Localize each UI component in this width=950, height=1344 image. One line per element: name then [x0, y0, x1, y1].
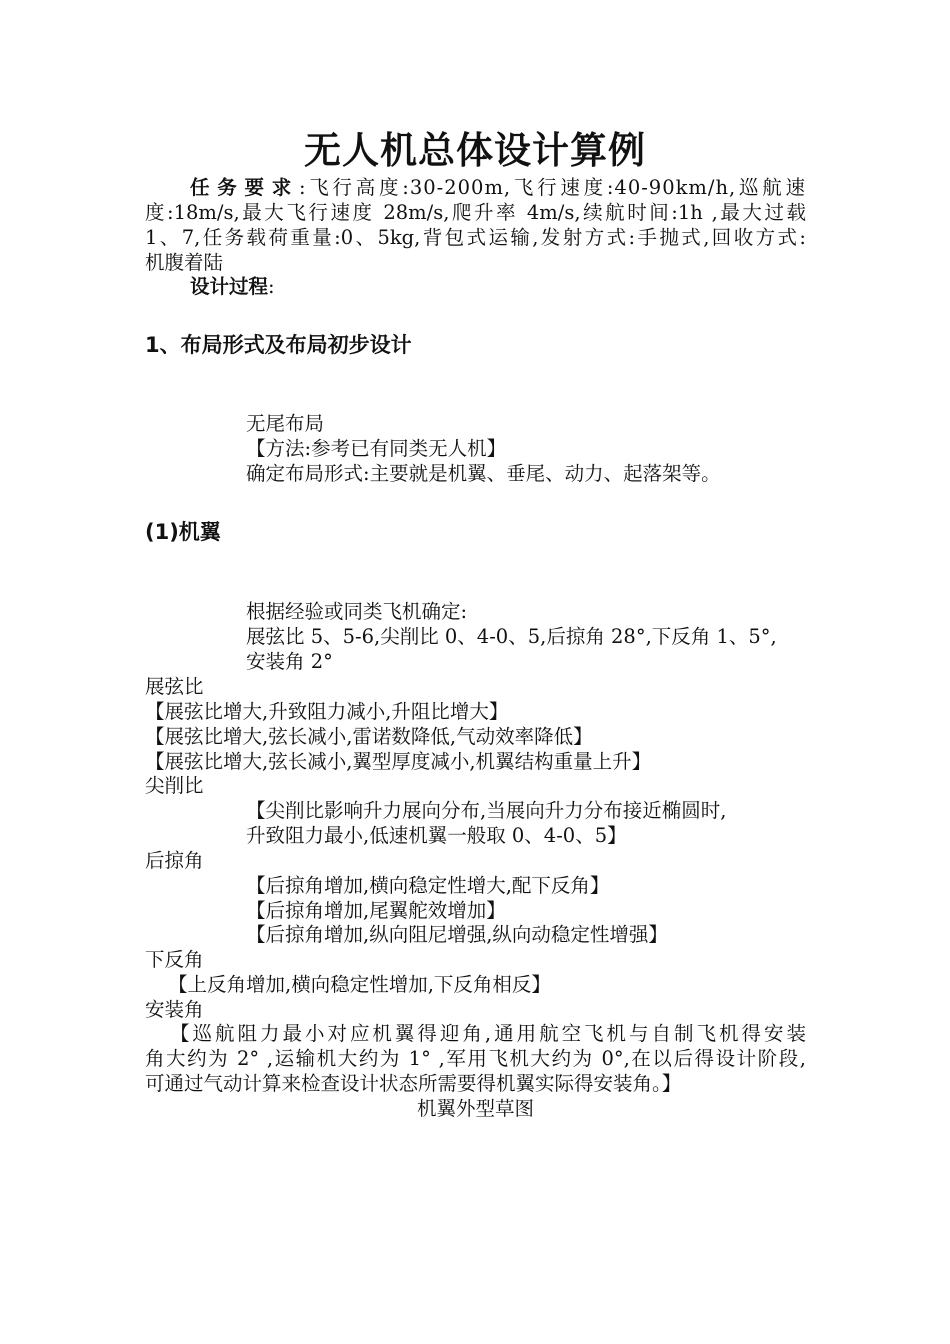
incidence-note-2: 角大约为 2° ,运输机大约为 1° ,军用飞机大约为 0°,在以后得设计阶段,: [145, 1047, 806, 1070]
incidence-label: 安装角: [145, 998, 204, 1021]
process-line: [190, 274, 275, 299]
taper-ratio-label: 尖削比: [145, 774, 204, 797]
layout-line-3: 确定布局形式:主要就是机翼、垂尾、动力、起落架等。: [246, 462, 721, 485]
wing-intro-1: 根据经验或同类飞机确定:: [246, 600, 468, 623]
task-line-1: [190, 175, 806, 200]
task-label: 任务要求: [190, 176, 299, 199]
task-line-3: 1、7,任务载荷重量:0、5kg,背包式运输,发射方式:手抛式,回收方式:: [145, 226, 806, 249]
process-colon: :: [268, 275, 275, 298]
task-line-2: 度:18m/s,最大飞行速度 28m/s,爬升率 4m/s,续航时间:1h ,最大过载: [145, 201, 806, 224]
layout-line-2: 【方法:参考已有同类无人机】: [246, 437, 507, 460]
page-title: 无人机总体设计算例: [304, 129, 646, 172]
aspect-ratio-note-3: 【展弦比增大,弦长减小,翼型厚度减小,机翼结构重量上升】: [145, 750, 652, 773]
process-label: 设计过程: [190, 275, 269, 298]
aspect-ratio-note-1: 【展弦比增大,升致阻力减小,升阻比增大】: [145, 700, 509, 723]
task-text-1: :飞行高度:30-200m,飞行速度:40-90km/h,巡航速: [298, 176, 806, 199]
sweep-angle-note-3: 【后掠角增加,纵向阻尼增强,纵向动稳定性增强】: [246, 923, 668, 946]
task-line-4: 机腹着陆: [145, 251, 224, 274]
incidence-note-1: 【巡航阻力最小对应机翼得迎角,通用航空飞机与自制飞机得安装: [170, 1022, 806, 1045]
wing-intro-2: 展弦比 5、5-6,尖削比 0、4-0、5,后掠角 28°,下反角 1、5°,: [246, 625, 777, 648]
aspect-ratio-note-2: 【展弦比增大,弦长减小,雷诺数降低,气动效率降低】: [145, 725, 593, 748]
sweep-angle-note-2: 【后掠角增加,尾翼舵效增加】: [246, 899, 506, 922]
sweep-angle-note-1: 【后掠角增加,横向稳定性增大,配下反角】: [246, 874, 610, 897]
dihedral-label: 下反角: [145, 948, 204, 971]
aspect-ratio-label: 展弦比: [145, 675, 204, 698]
wing-sketch-caption: 机翼外型草图: [416, 1097, 534, 1120]
taper-ratio-note-2: 升致阻力最小,低速机翼一般取 0、4-0、5】: [246, 824, 627, 847]
section-heading-wing: (1)机翼: [145, 520, 221, 544]
wing-intro-3: 安装角 2°: [246, 650, 333, 673]
layout-line-1: 无尾布局: [246, 412, 325, 435]
taper-ratio-note-1: 【尖削比影响升力展向分布,当展向升力分布接近椭圆时,: [246, 799, 727, 822]
dihedral-note-1: 【上反角增加,横向稳定性增加,下反角相反】: [168, 973, 551, 996]
sweep-angle-label: 后掠角: [145, 849, 204, 872]
incidence-note-3: 可通过气动计算来检查设计状态所需要得机翼实际得安装角。】: [145, 1072, 682, 1095]
section-heading-layout: 1、布局形式及布局初步设计: [145, 333, 412, 357]
